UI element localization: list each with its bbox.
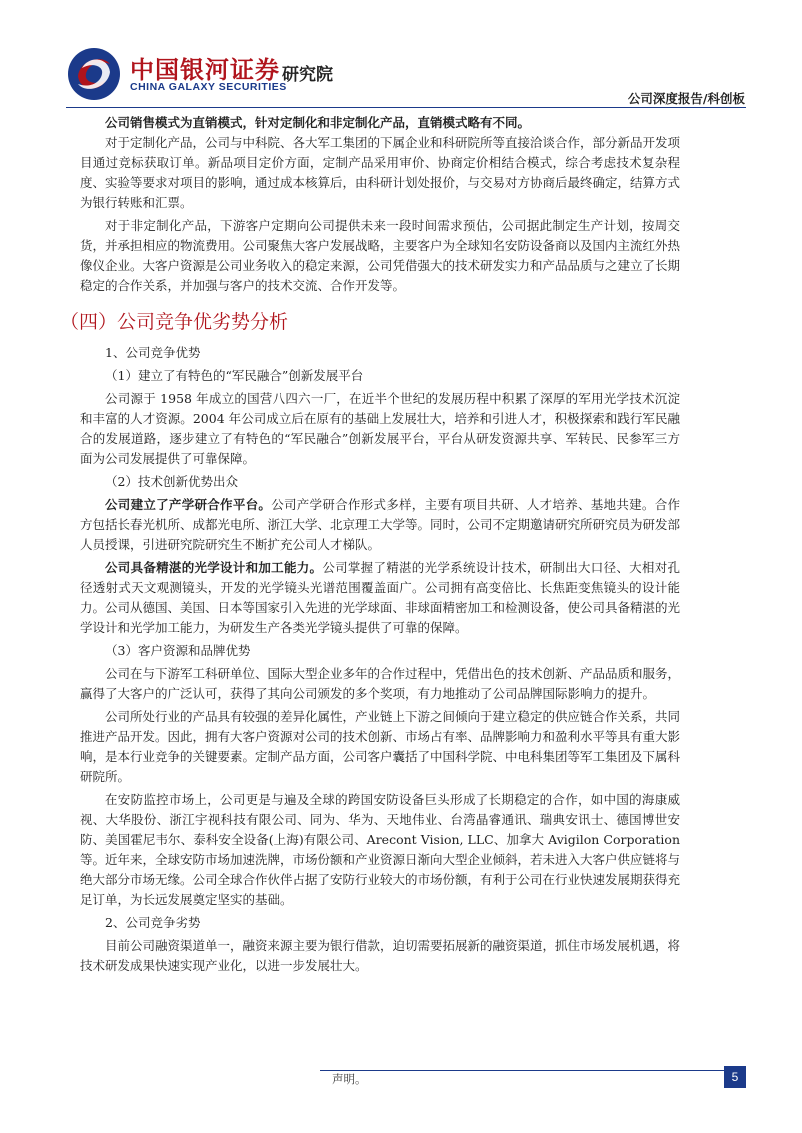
paragraph: 对于非定制化产品，下游客户定期向公司提供未来一段时间需求预估，公司据此制定生产计划，按周交货，并承担相应的物流费用。公司聚焦大客户发展战略，主要客户为全球知名安防设备商以及国内主流红外热像仪企业。大客户资源是公司业务收入的稳定来源，公司凭借强大的技术研发实力和产品品质与之建立了长期稳定的合作关系，并加强与客户的技术交流、合作开发等。 [80, 218, 681, 293]
subheading: （1）建立了有特色的“军民融合”创新发展平台 [105, 368, 364, 383]
bold-lead: 公司具备精湛的光学设计和加工能力。 [105, 560, 323, 575]
section-title: （四）公司竞争优劣势分析 [60, 311, 289, 333]
page-number: 5 [724, 1066, 746, 1088]
paragraph: 公司在与下游军工科研单位、国际大型企业多年的合作过程中，凭借出色的技术创新、产品品质和服务，赢得了大客户的广泛认可，获得了其向公司颁发的多个奖项，有力地推动了公司品牌国际影响力的提升。 [80, 666, 681, 701]
paragraph: 目前公司融资渠道单一，融资来源主要为银行借款，迫切需要拓展新的融资渠道，抓住市场发展机遇，将技术研发成果快速实现产业化，以进一步发展壮大。 [80, 938, 681, 973]
paragraph [80, 495, 680, 555]
subheading: （3）客户资源和品牌优势 [105, 643, 251, 658]
document-body [60, 113, 681, 976]
paragraph [80, 558, 680, 638]
footer-divider [320, 1070, 746, 1071]
footer-disclaimer: 声明。 [332, 1072, 367, 1086]
subheading: 2、公司竞争劣势 [105, 915, 201, 930]
paragraph: 对于定制化产品，公司与中科院、各大军工集团的下属企业和科研院所等直接洽谈合作，部分新品开发项目通过竞标获取订单。新品项目定价方面，定制产品采用审价、协商定价相结合模式，综合考虑技术复杂程度、实验等要求对项目的影响，通过成本核算后，由科研计划处报价，与交易对方协商后最终确定，结算方式为银行转账和汇票。 [80, 135, 681, 210]
logo-english-name: CHINA GALAXY SECURITIES [130, 81, 287, 93]
paragraph: 公司所处行业的产品具有较强的差异化属性，产业链上下游之间倾向于建立稳定的供应链合作关系，共同推进产品开发。因此，拥有大客户资源对公司的技术创新、市场占有率、品牌影响力和盈利水平等具有重大影响，是本行业竞争的关键要素。定制产品方面，公司客户囊括了中国科学院、中电科集团等军工集团及下属科研院所。 [80, 709, 681, 784]
paragraph: 公司源于 1958 年成立的国营八四六一厂，在近半个世纪的发展历程中积累了深厚的军用光学技术沉淀和丰富的人才资源。2004 年公司成立后在原有的基础上发展壮大，培养和引进人才，积极探索和践行军民融合的发展道路，逐步建立了有特色的“军民融合”创新发展平台，平台从研发资源共享、军转民、民参军三方面为公司发展提供了可靠保障。 [80, 391, 680, 466]
bold-lead: 公司建立了产学研合作平台。 [105, 497, 272, 512]
paragraph: 在安防监控市场上，公司更是与遍及全球的跨国安防设备巨头形成了长期稳定的合作，如中国的海康威视、大华股份、浙江宇视科技有限公司、同为、华为、天地伟业、台湾晶睿通讯、瑞典安讯士、德国博世安防、美国霍尼韦尔、泰科安全设备(上海)有限公司、Arecont Vision, LLC、加拿大 Avigilon Corporation 等。近年来，全球安防市场加速洗牌，市场份额和产业资源日渐向大型企业倾斜，若未进入大客户供应链将与绝大部分市场无缘。公司全球合作伙伴占据了安防行业较大的市场份额，有利于公司在行业快速发展期获得充足订单，为长远发展奠定坚实的基础。 [80, 792, 681, 907]
paragraph [80, 113, 680, 133]
paragraph-text: 公司掌握了精湛的光学系统设计技术，研制出大口径、大相对孔径透射式天文观测镜头，开发的光学镜头光谱范围覆盖面广。公司拥有高变倍比、长焦距变焦镜头的设计能力。公司从德国、美国、日本等国家引入先进的光学球面、非球面精密加工和检测设备，使公司具备精湛的光学设计和光学加工能力，为研发生产各类光学镜头提供了可靠的保障。 [80, 560, 681, 635]
subheading: （2）技术创新优势出众 [105, 474, 238, 489]
logo-institute: 研究院 [282, 65, 333, 85]
paragraph-text: 公司产学研合作形式多样，主要有项目共研、人才培养、基地共建。合作方包括长春光机所、成都光电所、浙江大学、北京理工大学等。同时，公司不定期邀请研究所研究员为研发部人员授课，引进研究院研究生不断扩充公司人才梯队。 [80, 497, 681, 552]
galaxy-logo-icon [66, 46, 122, 102]
subheading: 1、公司竞争优势 [105, 345, 201, 360]
report-type-tag: 公司深度报告/科创板 [627, 91, 745, 106]
bold-lead: 公司销售模式为直销模式，针对定制化和非定制化产品，直销模式略有不同。 [105, 115, 531, 130]
logo [66, 46, 366, 102]
header-divider [66, 107, 746, 108]
logo-chinese-name: 中国银河证券 [130, 56, 280, 84]
